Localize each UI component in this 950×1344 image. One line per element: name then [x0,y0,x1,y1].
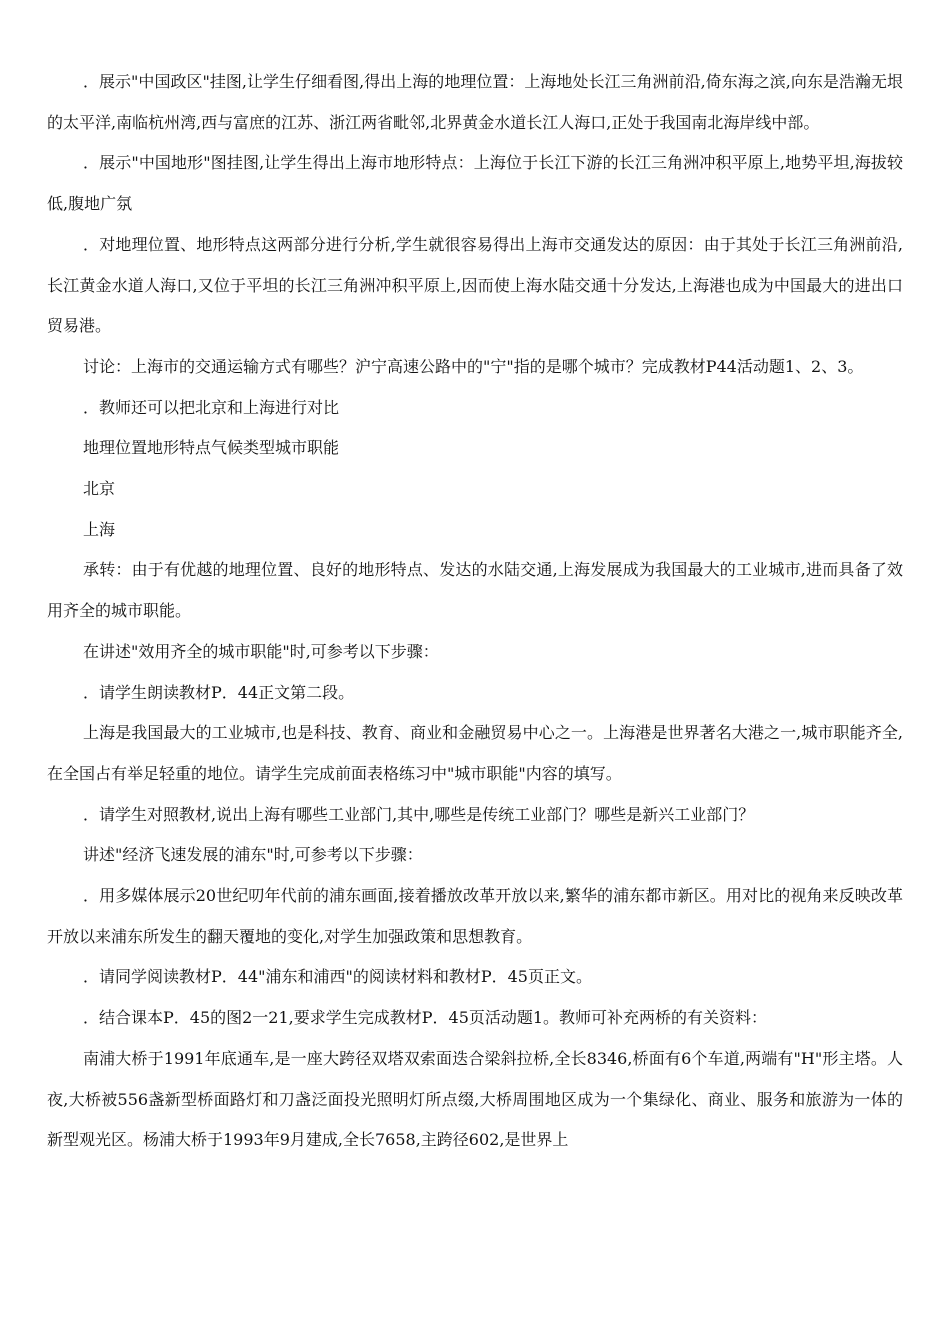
paragraph-multimedia: ．用多媒体展示20世纪叨年代前的浦东画面,接着播放改革开放以来,繁华的浦东都市新区。用对比的视角来反映改革开放以来浦东所发生的翻天覆地的变化,对学生加强政策和思想教育。 [47,886,903,946]
table-row-shanghai: 上海 [83,519,116,539]
paragraph-location: ．展示"中国政区"挂图,让学生仔细看图,得出上海的地理位置：上海地处长江三角洲前沿,倚东海之滨,向东是浩瀚无垠的太平洋,南临杭州湾,西与富庶的江苏、浙江两省毗邻,北界黄金水道长江人海口,正处于我国南北海岸线中部。 [47,72,903,132]
table-row-beijing: 北京 [83,479,116,499]
paragraph-compare: ．教师还可以把北京和上海进行对比 [83,397,340,417]
table-header-line: 地理位置地形特点气候类型城市职能 [83,438,340,458]
paragraph-activity: ．结合课本P．45的图2一21,要求学生完成教材P．45页活动题1。教师可补充两桥的有关资料： [83,1008,768,1028]
paragraph-transition: 承转：由于有优越的地理位置、良好的地形特点、发达的水陆交通,上海发展成为我国最大的工业城市,进而具备了效用齐全的城市职能。 [47,560,903,621]
paragraph-reading: ．请同学阅读教材P．44"浦东和浦西"的阅读材料和教材P．45页正文。 [83,967,592,987]
paragraph-pudong-steps: 讲述"经济飞速发展的浦东"时,可参考以下步骤： [83,845,423,865]
paragraph-analysis: ．对地理位置、地形特点这两部分进行分析,学生就很容易得出上海市交通发达的原因：由于其处于长江三角洲前沿,长江黄金水道人海口,又位于平坦的长江三角洲冲积平原上,因而使上海水陆交通十分发达,上海港也成为中国最大的进出口贸易港。 [47,234,903,336]
paragraph-shanghai-city: 上海是我国最大的工业城市,也是科技、教育、商业和金融贸易中心之一。上海港是世界著名大港之一,城市职能齐全,在全国占有举足轻重的地位。请学生完成前面表格练习中"城市职能"内容的填写。 [47,723,903,783]
paragraph-function-steps: 在讲述"效用齐全的城市职能"时,可参考以下步骤： [83,641,439,661]
paragraph-terrain: ．展示"中国地形"图挂图,让学生得出上海市地形特点：上海位于长江下游的长江三角洲冲积平原上,地势平坦,海拔较低,腹地广氛 [47,153,903,214]
document-body [47,62,903,1161]
paragraph-read-aloud: ．请学生朗读教材P．44正文第二段。 [83,682,355,702]
paragraph-discussion: 讨论：上海市的交通运输方式有哪些？沪宁高速公路中的"宁"指的是哪个城市？完成教材P44活动题1、2、3。 [83,356,864,376]
paragraph-bridges: 南浦大桥于1991年底通车,是一座大跨径双塔双索面迭合梁斜拉桥,全长8346,桥面有6个车道,两端有"H"形主塔。人夜,大桥被556盏新型桥面路灯和刀盏泛面投光照明灯所点缀,大桥周围地区成为一个集绿化、商业、服务和旅游为一体的新型观光区。杨浦大桥于1993年9月建成,全长7658,主跨径602,是世界上 [47,1048,903,1150]
paragraph-industry: ．请学生对照教材,说出上海有哪些工业部门,其中,哪些是传统工业部门？哪些是新兴工业部门？ [83,804,755,824]
